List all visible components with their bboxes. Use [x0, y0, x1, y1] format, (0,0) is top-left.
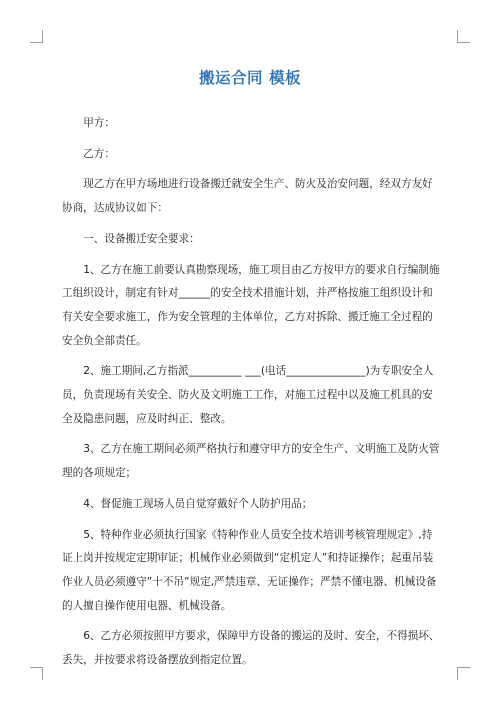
- clause-item-5: 5、特种作业必须执行国家《特种作业人员安全技术培训考核管理规定》,持证上岗并按规定定期审证；机械作业必须做到“定机定人”和持证操作；起重吊装作业人员必须遵守”十不吊”规定,严禁违章、无证操作；严禁不懂电器、机械设备的人擅自操作使用电器、机械设备。: [62, 528, 437, 612]
- section-heading: 一、设备搬迁安全要求：: [83, 232, 200, 245]
- crop-mark-top-left: [30, 30, 43, 43]
- clause-item-1: 1、乙方在施工前要认真勘察现场，施工项目由乙方按甲方的要求自行编制施工组织设计，制定有针对______的安全技术措施计划，并严格按施工组织设计和有关安全要求施工，作为安全管理的主体单位，乙方对拆除、搬迁施工全过程的安全负全部责任。: [62, 263, 440, 347]
- intro-paragraph: 现乙方在甲方场地进行设备搬迁就安全生产、防火及治安问题，经双方友好协商，达成协议如下：: [62, 178, 433, 215]
- crop-mark-bottom-left: [30, 667, 43, 680]
- crop-mark-bottom-right: [457, 667, 470, 680]
- party-b-line: 乙方：: [83, 147, 115, 160]
- clause-item-4: 4、督促施工现场人员自觉穿戴好个人防护用品；: [83, 497, 313, 510]
- crop-mark-top-right: [457, 30, 470, 43]
- clause-item-2: 2、施工期间,乙方指派__________ ___(电话_______________)为专职安全人员，负责现场有关安全、防火及文明施工工作，对施工过程中以及施工机具的安全及隐患问题，应及时纠正、整改。: [62, 365, 434, 425]
- document-title: 搬运合同 模板: [199, 69, 301, 87]
- clause-item-6: 6、乙方必须按照甲方要求，保障甲方设备的搬运的及时、安全，不得损坏、丢失，并按要求将设备摆放到指定位置。: [62, 630, 440, 667]
- clause-item-3: 3、乙方在施工期间必须严格执行和遵守甲方的安全生产、文明施工及防火管理的各项规定；: [62, 443, 440, 480]
- document-body: [62, 112, 440, 673]
- party-a-line: 甲方：: [83, 117, 115, 129]
